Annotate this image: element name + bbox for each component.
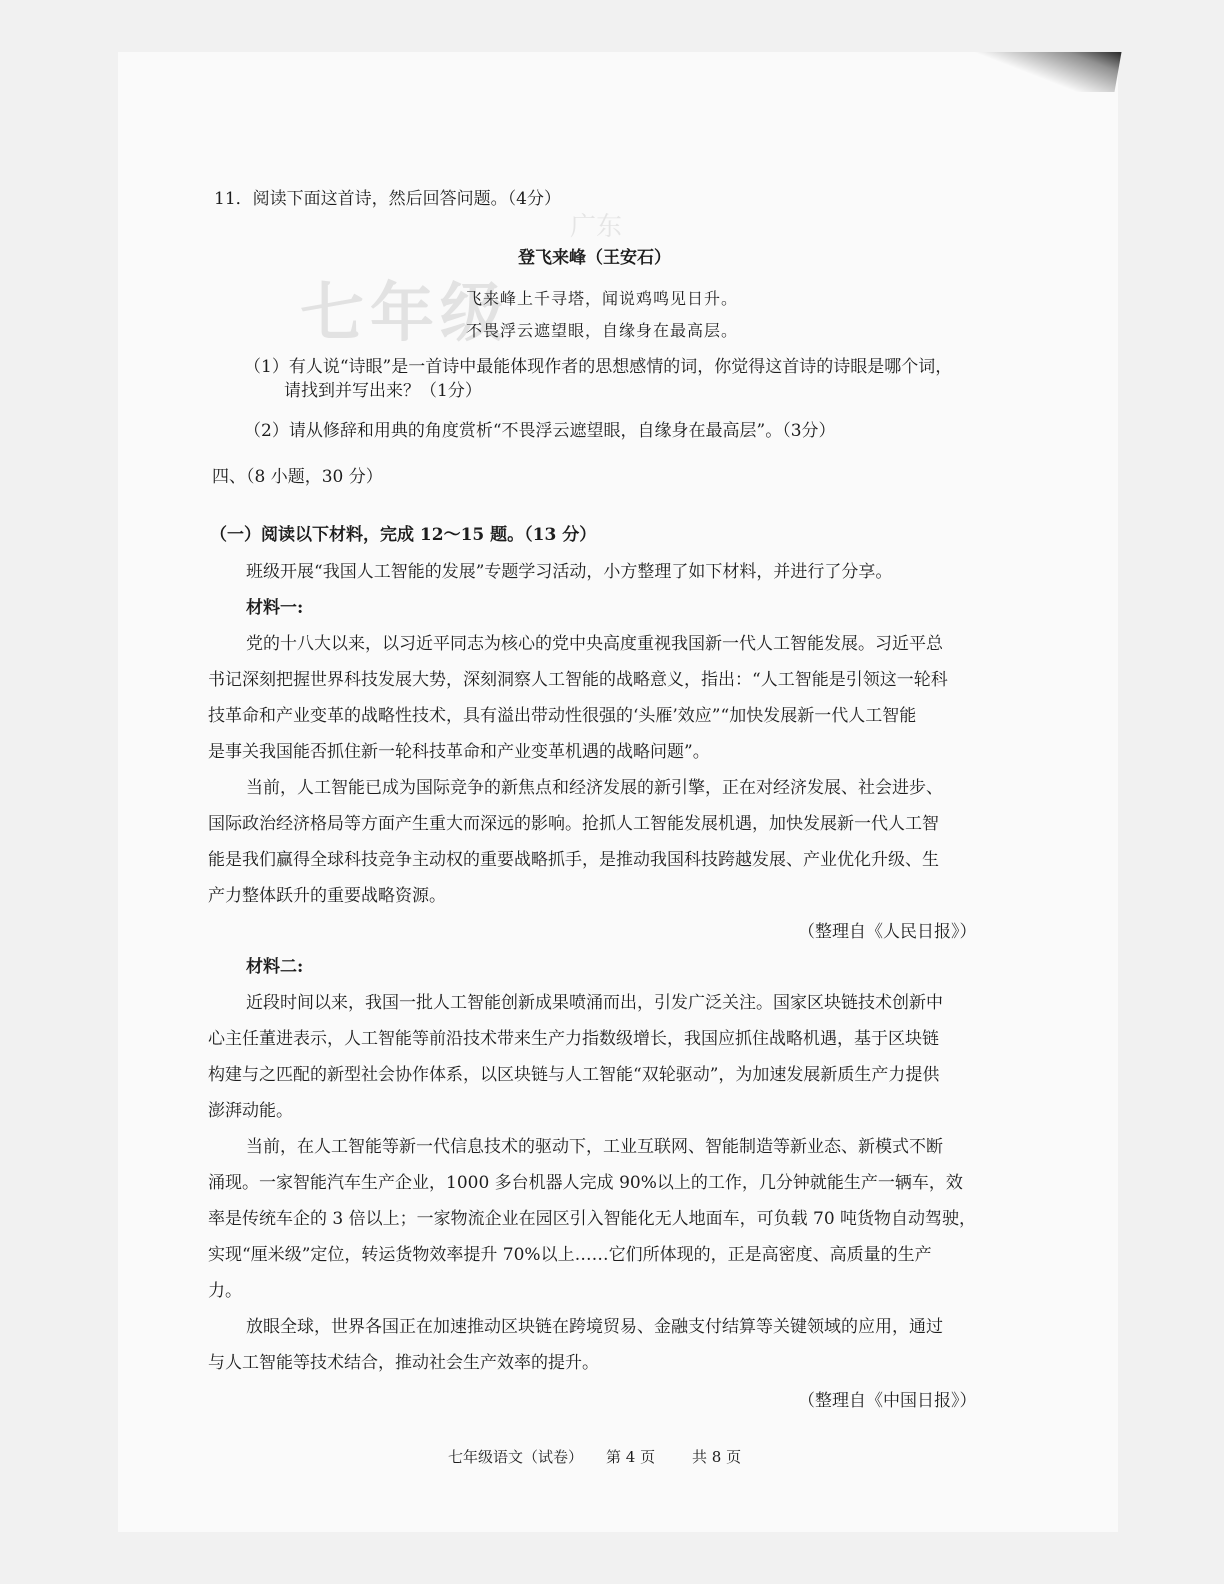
material-2-line: 与人工智能等技术结合，推动社会生产效率的提升。: [208, 1353, 599, 1373]
material-2-line: 放眼全球，世界各国正在加速推动区块链在跨境贸易、金融支付结算等关键领域的应用，通过: [246, 1317, 943, 1337]
material-2-source: （整理自《中国日报》）: [798, 1391, 977, 1411]
material-2-line: 率是传统车企的 3 倍以上；一家物流企业在园区引入智能化无人地面车，可负载 70 吨货物自动驾驶，: [208, 1209, 977, 1229]
material-1-line: 能是我们赢得全球科技竞争主动权的重要战略抓手，是推动我国科技跨越发展、产业优化升级、生: [208, 850, 939, 870]
activity-intro: 班级开展“我国人工智能的发展”专题学习活动，小方整理了如下材料，并进行了分享。: [246, 562, 893, 582]
poem-line-1: 飞来峰上千寻塔，闻说鸡鸣见日升。: [466, 289, 739, 308]
bleed-through-title: 七年级: [300, 276, 510, 351]
material-2-line: 构建与之匹配的新型社会协作体系，以区块链与人工智能“双轮驱动”，为加速发展新质生产力提供: [208, 1065, 940, 1085]
material-2-line: 近段时间以来，我国一批人工智能创新成果喷涌而出，引发广泛关注。国家区块链技术创新中: [246, 993, 943, 1013]
section-4-heading: 四、（8 小题，30 分）: [212, 467, 383, 487]
material-2-line: 当前，在人工智能等新一代信息技术的驱动下，工业互联网、智能制造等新业态、新模式不断: [246, 1137, 943, 1157]
material-2-line: 澎湃动能。: [208, 1101, 293, 1121]
scan-corner-shadow: [954, 52, 1121, 92]
material-2-label: 材料二:: [246, 957, 304, 977]
question-11-sub2: （2）请从修辞和用典的角度赏析“不畏浮云遮望眼，自缘身在最高层”。（3分）: [244, 421, 836, 441]
material-1-line: 党的十八大以来，以习近平同志为核心的党中央高度重视我国新一代人工智能发展。习近平总: [246, 634, 943, 654]
material-1-line: 书记深刻把握世界科技发展大势，深刻洞察人工智能的战略意义，指出：“人工智能是引领这一轮科: [208, 670, 948, 690]
bleed-through-subtitle: 广东: [570, 212, 623, 242]
material-1-line: 是事关我国能否抓住新一轮科技革命和产业变革机遇的战略问题”。: [208, 742, 710, 762]
question-11-sub1-line2: 请找到并写出来？（1分）: [284, 381, 482, 401]
poem-line-2: 不畏浮云遮望眼，自缘身在最高层。: [466, 321, 739, 340]
material-2-line: 实现“厘米级”定位，转运货物效率提升 70%以上……它们所体现的，正是高密度、高质量的生产: [208, 1245, 932, 1265]
material-1-source: （整理自《人民日报》）: [798, 922, 977, 942]
question-11-sub1-line1: （1）有人说“诗眼”是一首诗中最能体现作者的思想感情的词，你觉得这首诗的诗眼是哪个词，: [244, 357, 953, 377]
material-1-line: 当前，人工智能已成为国际竞争的新焦点和经济发展的新引擎，正在对经济发展、社会进步、: [246, 778, 943, 798]
poem-title: 登飞来峰（王安石）: [518, 248, 671, 268]
footer-page-current: 第 4 页: [606, 1448, 656, 1466]
material-2-line: 力。: [208, 1281, 242, 1301]
material-1-label: 材料一:: [246, 598, 304, 618]
part-1-heading: （一）阅读以下材料，完成 12～15 题。（13 分）: [210, 525, 597, 545]
material-2-line: 心主任董进表示，人工智能等前沿技术带来生产力指数级增长，我国应抓住战略机遇，基于区块链: [208, 1029, 939, 1049]
material-1-line: 技革命和产业变革的战略性技术，具有溢出带动性很强的‘头雁’效应”“加快发展新一代人工智能: [208, 706, 917, 726]
footer-page-total: 共 8 页: [692, 1448, 742, 1466]
material-1-line: 产力整体跃升的重要战略资源。: [208, 886, 446, 906]
question-11-stem: 11．阅读下面这首诗，然后回答问题。（4分）: [214, 189, 561, 209]
footer-subject: 七年级语文（试卷）: [448, 1448, 584, 1466]
material-1-line: 国际政治经济格局等方面产生重大而深远的影响。抢抓人工智能发展机遇，加快发展新一代人工智: [208, 814, 939, 834]
material-2-line: 涌现。一家智能汽车生产企业，1000 多台机器人完成 90%以上的工作，几分钟就能生产一辆车，效: [208, 1173, 963, 1193]
